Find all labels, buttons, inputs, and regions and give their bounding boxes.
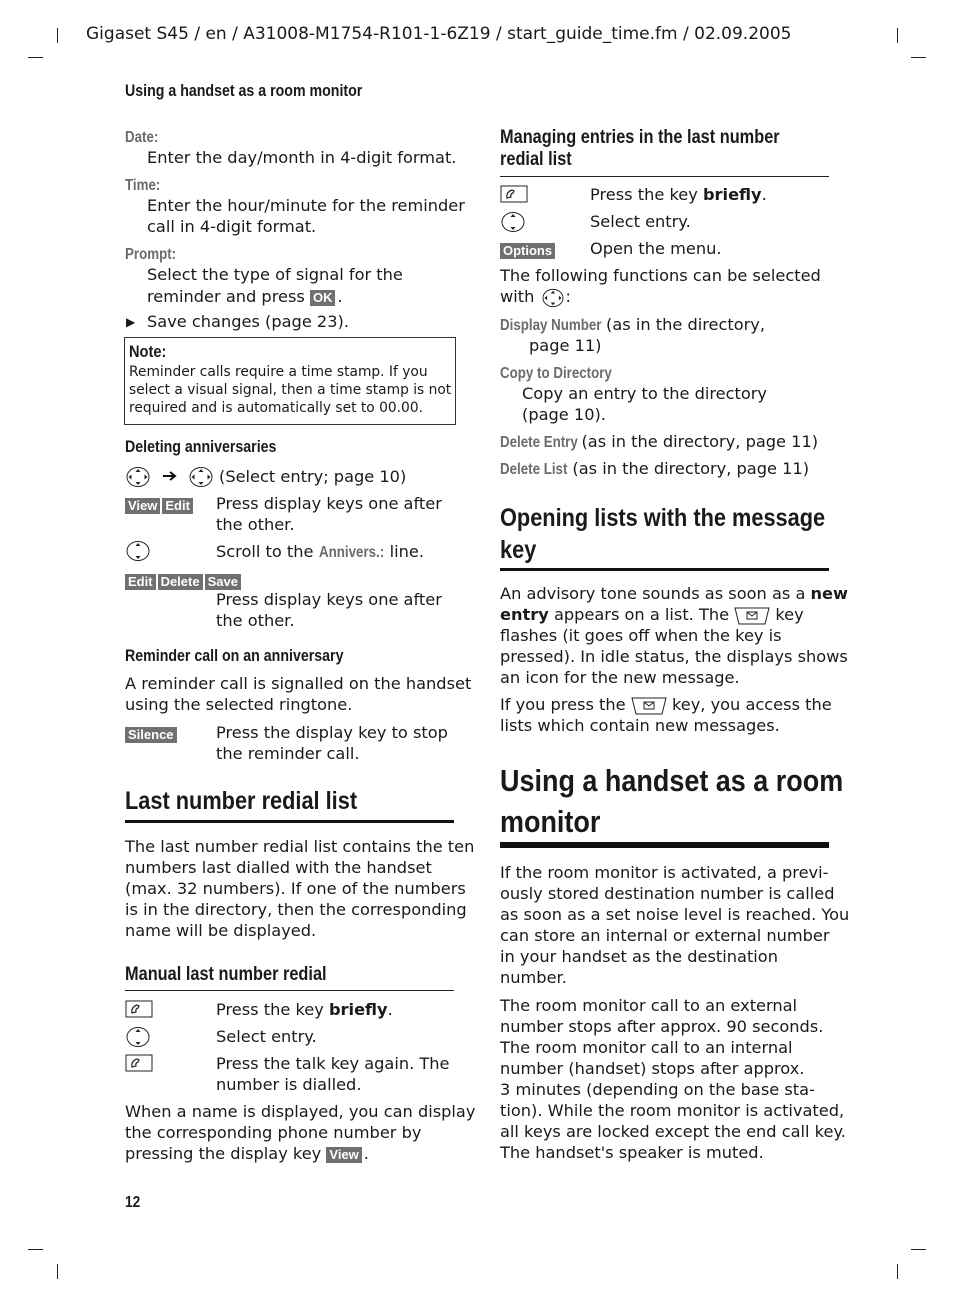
text-line: If the room monitor is activated, a previ- [500,863,829,882]
save-changes: Save changes (page 23). [147,312,349,331]
monitor-paragraph-1 [500,862,849,988]
text-line: (page 10). [522,405,606,424]
select-entry-page10: (Select entry; page 10) [219,467,407,486]
delete-key: Delete [158,574,203,590]
last-number-redial-heading: Last number redial list [125,787,358,815]
heading-rule [500,842,829,848]
edit-key: Edit [125,574,156,590]
heading-rule [125,820,454,823]
prompt-text-1: Select the type of signal for the [147,265,403,284]
text-span: (as in the directory, page 11) [581,432,819,451]
text-line: an icon for the new message. [500,668,740,687]
time-text-2: call in 4-digit format. [147,217,317,236]
annivers-label: Annivers.: [318,544,384,561]
text-line: lists which contain new messages. [500,716,780,735]
text-line: A reminder call is signalled on the handset [125,674,472,693]
text-line: Press the display key to stop [216,723,448,742]
text-line: number. [500,968,567,987]
text-line: numbers last dialled with the handset [125,858,432,877]
text-line: using the selected ringtone. [125,695,353,714]
message-key-icon [734,607,770,625]
navigation-key-icon [125,1026,151,1048]
text-line: the other. [216,611,295,630]
text-span: An advisory tone sounds as soon as a [500,584,806,603]
navigation-key-icon [540,288,566,308]
note-body [129,363,451,417]
text-line: name will be displayed. [125,921,317,940]
text-line: The room monitor call to an internal [500,1038,793,1057]
text-line: Press the talk key again. The [216,1054,450,1073]
ok-key: OK [310,290,336,306]
prompt-text-2: reminder and press [147,287,305,306]
text-line: The room monitor call to an external [500,996,798,1015]
text-line: The following functions can be selected [500,266,821,285]
copy-to-directory-label: Copy to Directory [500,365,612,382]
monitor-paragraph-2 [500,995,846,1163]
note-line: required and is automatically set to 00.00. [129,400,423,416]
text-line: the corresponding phone number by [125,1123,422,1142]
select-entry: Select entry. [590,212,691,231]
prompt-text-2-row: reminder and press OK . [147,287,343,306]
text-line: pressed). In idle status, the displays shows [500,647,848,666]
options-key-row [500,240,557,259]
edit-key: Edit [162,498,193,514]
view-key: View [125,498,160,514]
open-menu: Open the menu. [590,239,722,258]
press-key-briefly: Press the key briefly. [590,185,767,204]
prompt-label: Prompt: [125,246,177,263]
text-line: flashes (it goes off when the key is [500,626,782,645]
silence-key: Silence [125,727,177,743]
text-span: pressing the display key [125,1144,322,1163]
silence-text [216,722,448,764]
copy-to-directory-row [500,363,630,383]
opening-lists-heading [500,502,825,566]
date-label-row [125,127,164,147]
display-number-row [500,314,765,336]
time-text-1: Enter the hour/minute for the reminder [147,196,465,215]
prompt-label-row [125,244,184,264]
text-line: is in the directory, then the corresponding [125,900,467,919]
reminder-text [125,673,471,715]
press-display-keys-1 [216,493,442,535]
running-title: Gigaset S45 / en / A31008-M1754-R101-1-6Z19 / start_guide_time.fm / 02.09.2005 [86,24,792,44]
text-line: can store an internal or external number [500,926,830,945]
text-line: the reminder call. [216,744,360,763]
text-line: ously stored destination number is called [500,884,835,903]
arrow-right-icon [162,469,178,483]
page-number: 12 [125,1194,141,1211]
crop-mark [57,28,58,43]
heading-rule [500,568,829,571]
crop-mark [911,1249,926,1250]
display-number-label: Display Number [500,317,602,334]
section-title: Using a handset as a room monitor [125,82,363,100]
navigation-key-icon [125,466,151,488]
crop-mark [57,1264,58,1279]
last-number-text [125,836,474,941]
deleting-heading: Deleting anniversaries [125,438,277,456]
text-line: (max. 32 numbers). If one of the numbers [125,879,466,898]
text-span: (as in the directory, [606,315,766,334]
crop-mark [28,1249,43,1250]
message-key-icon [631,697,667,715]
text-span: Scroll to the [216,542,314,561]
text-line: 3 minutes (depending on the base sta- [500,1080,815,1099]
advisory-text [500,583,848,688]
text-span: with [500,287,535,306]
edit-delete-save-keys [125,571,243,590]
talk-key-icon [500,185,528,203]
select-entry: Select entry. [216,1027,317,1046]
note-line: Reminder calls require a time stamp. If you [129,364,428,380]
note-title: Note: [129,342,167,361]
scroll-annivers [216,541,424,563]
talk-key-icon [125,1000,153,1018]
text-line: Copy an entry to the directory [522,384,768,403]
reminder-heading: Reminder call on an anniversary [125,647,344,665]
text-span: briefly [702,185,762,204]
text-span: Press the key [590,185,698,204]
crop-mark [28,57,43,58]
talk-key-icon [125,1054,153,1072]
text-line: redial list [500,149,572,170]
text-line: The handset's speaker is muted. [500,1143,764,1162]
copy-text [522,383,767,425]
text-line: in your handset as the destination [500,947,778,966]
time-label: Time: [125,177,161,194]
text-span: new [810,584,848,603]
delete-list-label: Delete List [500,461,568,478]
room-monitor-heading [500,760,843,842]
arrow-bullet-icon: ▶ [126,315,136,329]
text-line: Press display keys one after [216,590,442,609]
delete-entry-row [500,431,818,453]
text-span: Press the key [216,1000,324,1019]
crop-mark [911,57,926,58]
text-line: Press display keys one after [216,494,442,513]
talk-again [216,1053,450,1095]
date-label: Date: [125,129,159,146]
when-name-text [125,1101,475,1164]
text-line: number stops after approx. 90 seconds. [500,1017,824,1036]
time-label-row [125,175,166,195]
heading-rule [500,176,829,177]
text-line: with : [500,287,571,306]
note-title-row [129,342,172,362]
text-span: key, you access the [671,695,832,714]
text-line [500,583,848,604]
text-line: the other. [216,515,295,534]
text-span: (as in the directory, page 11) [572,459,810,478]
navigation-key-icon [125,540,151,562]
note-line: select a visual signal, then a time stamp is not [129,382,452,398]
text-line: tion). While the room monitor is activated, [500,1101,845,1120]
text-line [500,604,848,625]
text-line: number (handset) stops after approx. [500,1059,805,1078]
managing-heading [500,127,780,171]
view-edit-keys [125,495,195,514]
silence-key-row [125,724,179,743]
text-line: pressing the display key View . [125,1144,369,1163]
text-line: Managing entries in the last number [500,127,780,148]
text-line: all keys are locked except the end call key. [500,1122,846,1141]
text-line: Using a handset as a room [500,763,844,798]
text-line: The last number redial list contains the ten [125,837,475,856]
delete-list-row [500,458,809,480]
text-span: entry [500,605,549,624]
text-line [500,694,832,715]
if-you-press-text [500,694,832,736]
text-span: key [775,605,804,624]
crop-mark [897,28,898,43]
text-line: monitor [500,804,601,839]
press-display-keys-2 [216,589,442,631]
manual-redial-heading: Manual last number redial [125,964,327,985]
heading-rule [125,990,454,991]
text-line: number is dialled. [216,1075,362,1094]
date-text: Enter the day/month in 4-digit format. [147,148,457,167]
options-key: Options [500,243,555,259]
navigation-key-icon [188,466,214,488]
delete-entry-label: Delete Entry [500,434,578,451]
text-span: briefly [328,1000,388,1019]
following-functions [500,265,821,308]
press-key-briefly: Press the key briefly. [216,1000,393,1019]
save-key: Save [205,574,241,590]
crop-mark [897,1264,898,1279]
text-line: key [500,536,537,564]
text-span: appears on a list. The [553,605,730,624]
text-line: When a name is displayed, you can display [125,1102,476,1121]
text-span: line. [389,542,424,561]
navigation-key-icon [500,211,526,233]
display-number-page: page 11) [529,336,602,355]
view-key: View [326,1147,361,1163]
text-line: as soon as a set noise level is reached. You [500,905,850,924]
text-span: If you press the [500,695,626,714]
text-line: Opening lists with the message [500,504,826,532]
